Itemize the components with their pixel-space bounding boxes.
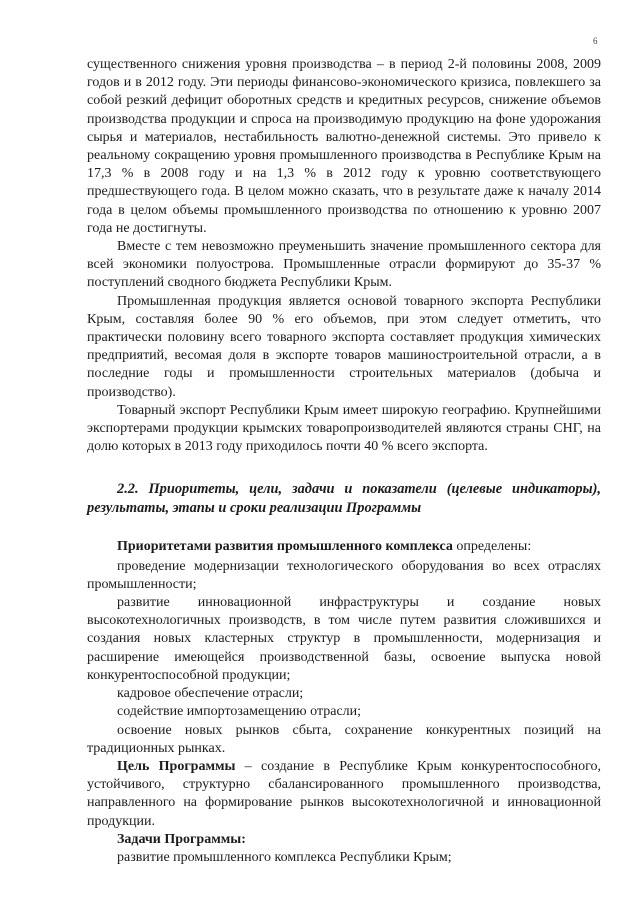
priority-item: развитие инновационной инфраструктуры и создание новых высокотехнологичных производств, в том числе путем развития сложившихся и создания новых кластерных структур в промышленности, модернизация и расширение имеющейся производственной базы, освоение выпуска новой конкурентоспособной продукции; [87,595,601,683]
paragraph-export-basis: Промышленная продукция является основой товарного экспорта Республики Крым, составляя более 90 % его объемов, при этом следует отметить, что практически половину всего товарного экспорта составляет продукция химических предприятий, весомая доля в экспорте товаров машиностроительной отрасли, а в последние годы и промышленности строительных материалов (добыча и производство). [87,293,601,400]
priorities-intro [87,538,601,556]
goal-paragraph [87,758,601,831]
paragraph-continuation: существенного снижения уровня производства – в период 2-й половины 2008, 2009 годов и в 2012 году. Эти периоды финансово-экономического кризиса, повлекшего за собой резкий дефицит оборотных средств и кредитных ресурсов, снижение объемов производства продукции и спроса на производимую продукцию на фоне удорожания сырья и материалов, нестабильность валютно-денежной системы. Это привело к реальному сокращению уровня промышленного производства в Республике Крым на 17,3 % в 2008 году и на 1,3 % в 2012 году к уровню соответствующего предшествующего года. В целом можно сказать, что в результате даже к началу 2014 года в целом объемы промышленного производства по отношению к уровню 2007 года не достигнуты. [87,57,601,236]
priorities-heading-suffix: определены: [452,539,532,555]
priority-item: проведение модернизации технологического оборудования во всех отраслях промышленности; [87,558,601,592]
goal-label: Цель Программы [117,758,236,774]
document-body [87,56,601,867]
page-number: 6 [593,36,598,46]
priority-item: содействие импортозамещению отрасли; [117,704,362,720]
task-item: развитие промышленного комплекса Республики Крым; [117,849,452,865]
priority-item: кадровое обеспечение отрасли; [117,686,304,702]
priority-item: освоение новых рынков сбыта, сохранение конкурентных позиций на традиционных рынках. [87,722,601,756]
paragraph-industry-significance: Вместе с тем невозможно преуменьшить значение промышленного сектора для всей экономики полуострова. Промышленные отрасли формируют до 35-37 % поступлений сводного бюджета Республики Крым. [87,239,601,291]
priorities-heading: Приоритетами развития промышленного комплекса [117,539,453,555]
section-heading: 2.2. Приоритеты, цели, задачи и показатели (целевые индикаторы), результаты, этапы и сроки реализации Программы [87,481,601,517]
goal-text: – создание в Республике Крым конкурентоспособного, устойчивого, структурно сбалансированного промышленного производства, направленного на формирование рынков высокотехнологичной и инновационной продукции. [87,758,601,829]
tasks-heading: Задачи Программы: [117,831,246,847]
paragraph-export-geography: Товарный экспорт Республики Крым имеет широкую географию. Крупнейшими экспортерами продукции крымских товаропроизводителей являются страны СНГ, на долю которых в 2013 году приходилось почти 40 % всего экспорта. [87,402,601,455]
